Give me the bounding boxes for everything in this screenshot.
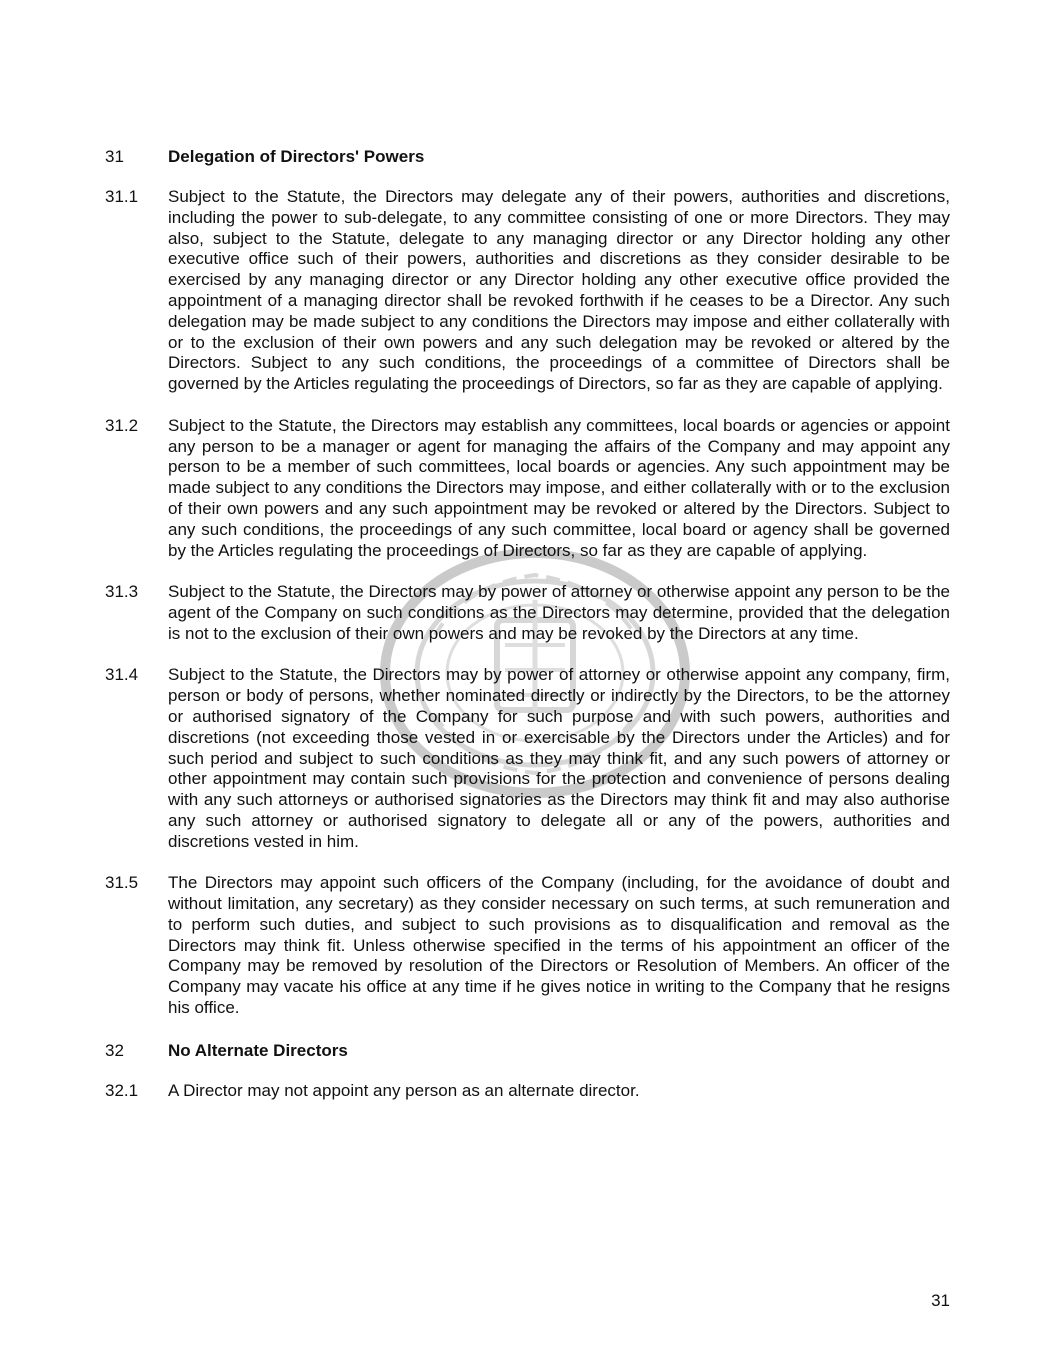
section-title: No Alternate Directors [168, 1040, 348, 1060]
clause-text: Subject to the Statute, the Directors may delegate any of their powers, authorities and discretions, including the power to sub-delegate, to any committee consisting of one or more Directors. They may also, subject to the Statute, delegate to any managing director or any Director holding any other executive office such of their powers, authorities and discretions as they consider desirable to be exercised by any managing director or any Director holding any other executive office provided the appointment of a managing director shall be revoked forthwith if he ceases to be a Director. Any such delegation may be made subject to any conditions the Directors may impose and either collaterally with or to the exclusion of their own powers and any such delegation may be revoked or altered by the Directors. Subject to any such conditions, the proceedings of a committee of Directors shall be governed by the Articles regulating the proceedings of Directors, so far as they are capable of applying. [168, 187, 950, 394]
clause-number: 31.3 [105, 582, 139, 602]
clause-32-1 [105, 1081, 950, 1102]
section-title: Delegation of Directors' Powers [168, 147, 425, 166]
clause-number: 31.5 [105, 873, 139, 893]
page-number: 31 [931, 1291, 950, 1310]
clause-text: The Directors may appoint such officers of the Company (including, for the avoidance of doubt and without limitation, any secretary) as they consider necessary on such terms, at such remuneration and to perform such duties, and subject to such provisions as to disqualification and removal as the Directors may think fit. Unless otherwise specified in the terms of his appointment an officer of the Company may be removed by resolution of the Directors or Resolution of Members. An officer of the Company may vacate his office at any time if he gives notice in writing to the Company that he resigns his office. [168, 873, 950, 1018]
section-number: 32 [105, 1040, 124, 1060]
clause-31-5 [105, 873, 950, 1019]
clause-number: 31.4 [105, 665, 139, 685]
section-number: 31 [105, 147, 124, 166]
clause-number: 31.2 [105, 415, 139, 435]
clause-text: Subject to the Statute, the Directors may by power of attorney or otherwise appoint any company, firm, person or body of persons, whether nominated directly or indirectly by the Directors, to be the attorney or authorised signatory of the Company for such purpose and with such powers, authorities and discretions (not exceeding those vested in or exercisable by the Directors under the Articles) and for such period and subject to such conditions as they may think fit, and any such powers of attorney or other appointment may contain such provisions for the protection and convenience of persons dealing with any such attorneys or authorised signatories as the Directors may think fit and may also authorise any such attorney or authorised signatory to delegate all or any of the powers, authorities and discretions vested in him. [168, 665, 950, 851]
document-body [105, 146, 950, 1122]
section-heading [105, 1040, 950, 1061]
clause-31-2 [105, 416, 950, 562]
clause-number: 31.1 [105, 187, 139, 206]
clause-31-4 [105, 665, 950, 852]
clause-number: 32.1 [105, 1080, 139, 1100]
clause-31-1 [105, 187, 950, 395]
clause-text: Subject to the Statute, the Directors may establish any committees, local boards or agencies or appoint any person to be a manager or agent for managing the affairs of the Company and may appoint any person to be a member of such committees, local boards or agencies. Any such appointment may be made subject to any conditions the Directors may impose, and either collaterally with or to the exclusion of their own powers and any such appointment may be revoked or altered by the Directors. Subject to any such conditions, the proceedings of any such committee, local board or agency shall be governed by the Articles regulating the proceedings of Directors, so far as they are capable of applying. [168, 415, 950, 560]
clause-text: Subject to the Statute, the Directors may by power of attorney or otherwise appoint any person to be the agent of the Company on such conditions as the Directors may determine, provided that the delegation is not to the exclusion of their own powers and may be revoked by the Directors at any time. [168, 582, 950, 643]
clause-31-3 [105, 582, 950, 644]
clause-text: A Director may not appoint any person as an alternate director. [168, 1080, 640, 1100]
section-heading [105, 146, 950, 167]
